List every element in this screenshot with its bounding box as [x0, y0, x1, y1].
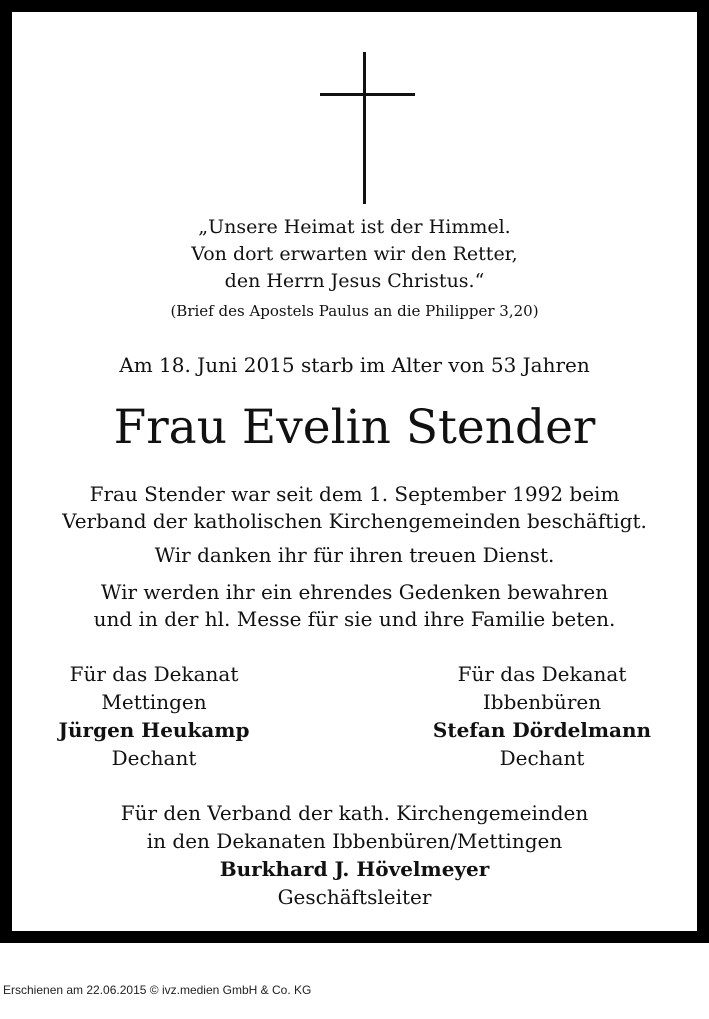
text-line-1: Frau Stender war seit dem 1. September 1992 beim [89, 482, 620, 506]
sig-left-role: Dechant [111, 746, 197, 770]
sig-bottom-line-2: in den Dekanaten Ibbenbüren/Mettingen [146, 829, 563, 853]
quote-citation: (Brief des Apostels Paulus an die Philipper 3,20) [170, 302, 539, 320]
sig-left-line-1: Für das Dekanat [69, 662, 239, 686]
sig-bottom-line-1: Für den Verband der kath. Kirchengemeinden [120, 801, 589, 825]
sig-right-line-2: Ibbenbüren [482, 690, 602, 714]
sig-bottom-role: Geschäftsleiter [277, 885, 432, 909]
death-announcement: Am 18. Juni 2015 starb im Alter von 53 Jahren [119, 353, 590, 377]
deceased-name: Frau Evelin Stender [113, 400, 596, 455]
cross-icon [12, 12, 709, 212]
text-line-5: und in der hl. Messe für sie und ihre Familie beten. [93, 607, 616, 631]
text-line-2: Verband der katholischen Kirchengemeinden beschäftigt. [62, 509, 647, 533]
sig-left-line-2: Mettingen [101, 690, 207, 714]
sig-right-name: Stefan Dördelmann [432, 718, 652, 742]
publication-footer: Erschienen am 22.06.2015 © ivz.medien GmbH & Co. KG [3, 983, 312, 997]
sig-right-line-1: Für das Dekanat [457, 662, 627, 686]
quote-line-3: den Herrn Jesus Christus.“ [224, 270, 485, 292]
quote-line-1: „Unsere Heimat ist der Himmel. [198, 216, 511, 238]
text-line-3: Wir danken ihr für ihren treuen Dienst. [154, 543, 555, 567]
sig-left-name: Jürgen Heukamp [58, 718, 250, 742]
quote-line-2: Von dort erwarten wir den Retter, [191, 243, 518, 265]
sig-right-role: Dechant [499, 746, 585, 770]
sig-bottom-name: Burkhard J. Hövelmeyer [219, 857, 490, 881]
text-line-4: Wir werden ihr ein ehrendes Gedenken bewahren [100, 580, 609, 604]
